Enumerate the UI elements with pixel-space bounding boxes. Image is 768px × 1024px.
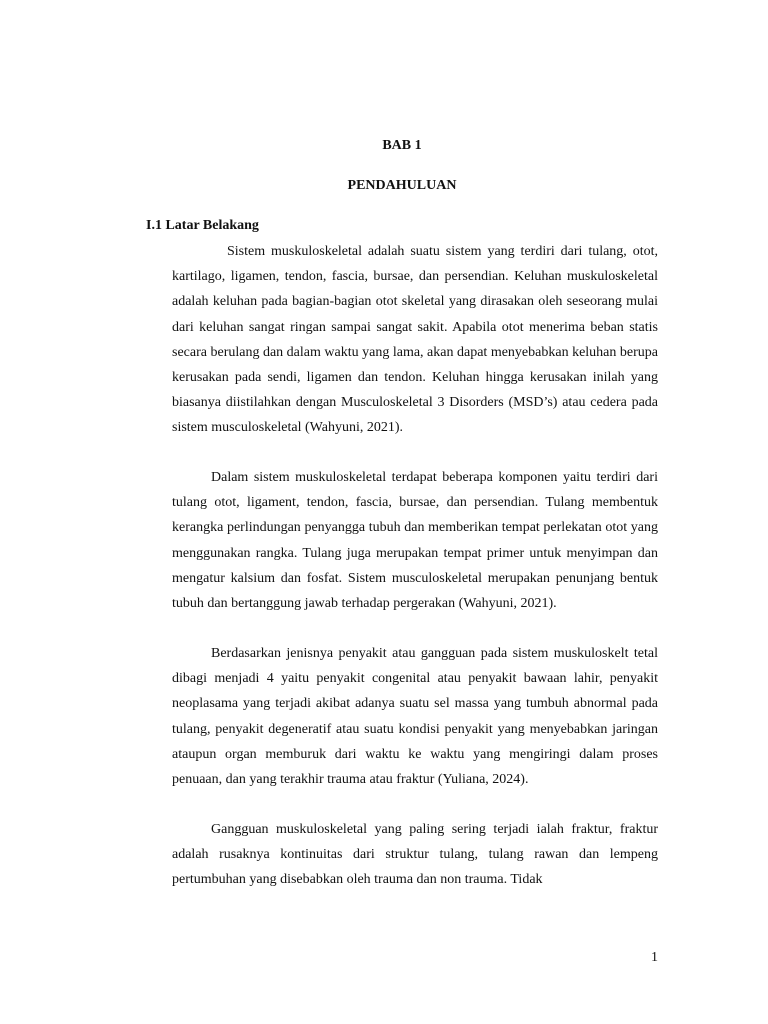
paragraph: Gangguan muskuloskeletal yang paling sering terjadi ialah fraktur, fraktur adalah rusaknya kontinuitas dari struktur tulang, tulang rawan dan lempeng pertumbuhan yang disebabkan oleh trauma dan non trauma. Tidak xyxy=(172,822,658,888)
page-number: 1 xyxy=(651,950,658,965)
section-heading: I.1 Latar Belakang xyxy=(146,218,259,233)
chapter-title: PENDAHULUAN xyxy=(347,178,457,193)
paragraph: Dalam sistem muskuloskeletal terdapat beberapa komponen yaitu terdiri dari tulang otot, ligament, tendon, fascia, bursae, dan persendian. Tulang membentuk kerangka perlindungan penyangga tubuh dan memberikan tempat perlekatan otot yang menggunakan rangka. Tulang juga merupakan tempat primer untuk menyimpan dan mengatur kalsium dan fosfat. Sistem musculoskeletal merupakan penunjang bentuk tubuh dan bertanggung jawab terhadap pergerakan (Wahyuni, 2021). xyxy=(172,470,658,612)
paragraph: Sistem muskuloskeletal adalah suatu sistem yang terdiri dari tulang, otot, kartilago, ligamen, tendon, fascia, bursae, dan persendian. Keluhan muskuloskeletal adalah keluhan pada bagian-bagian otot skeletal yang dirasakan oleh seseorang mulai dari keluhan sangat ringan sampai sangat sakit. Apabila otot menerima beban statis secara berulang dan dalam waktu yang lama, akan dapat menyebabkan keluhan berupa kerusakan pada sendi, ligamen dan tendon. Keluhan hingga kerusakan inilah yang biasanya diistilahkan dengan Musculoskeletal 3 Disorders (MSD’s) atau cedera pada sistem musculoskeletal (Wahyuni, 2021). xyxy=(172,244,658,436)
paragraph: Berdasarkan jenisnya penyakit atau gangguan pada sistem muskuloskelt tetal dibagi menjadi 4 yaitu penyakit congenital atau penyakit bawaan lahir, penyakit neoplasama yang terjadi akibat adanya suatu sel massa yang tumbuh abnormal pada tulang, penyakit degeneratif atau suatu kondisi penyakit yang menyebabkan jaringan ataupun organ memburuk dari waktu ke waktu yang mengiringi dalam proses penuaan, dan yang terakhir trauma atau fraktur (Yuliana, 2024). xyxy=(172,646,658,788)
chapter-number: BAB 1 xyxy=(382,138,422,153)
